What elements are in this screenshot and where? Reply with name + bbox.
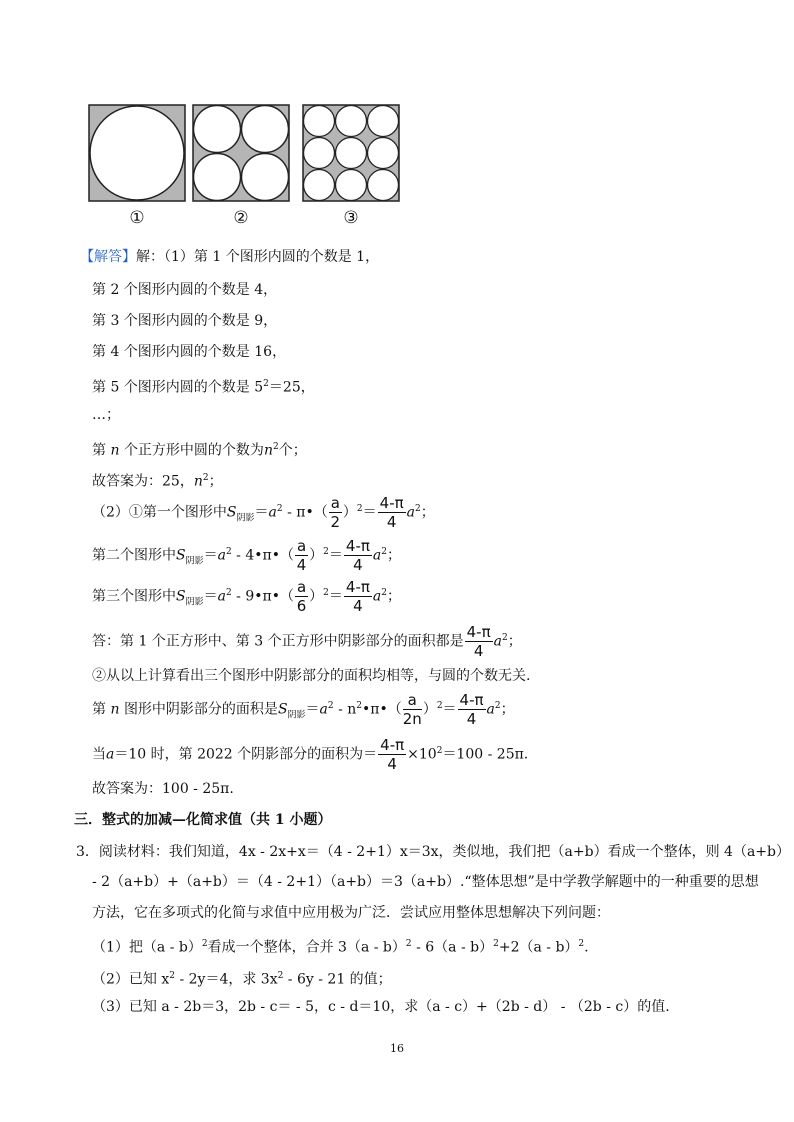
part2-answer <box>92 623 522 660</box>
text: ＝25， <box>268 379 315 396</box>
superscript: 2 <box>323 546 329 557</box>
solution-line-4: 第 4 个图形内圆的个数是 16， <box>92 344 287 360</box>
numerator: a <box>296 578 307 596</box>
superscript: 2 <box>225 587 232 598</box>
text: ＝ <box>203 588 218 605</box>
text: 答：第 1 个正方形中、第 3 个正方形中阴影部分的面积都是 <box>92 633 464 650</box>
figure-2-circle <box>194 154 241 201</box>
fraction <box>378 494 406 531</box>
fraction <box>458 691 486 728</box>
denominator: 2 <box>330 513 341 531</box>
numerator: a <box>330 494 340 512</box>
text: ＝ <box>328 547 343 564</box>
var-a: a <box>217 547 226 564</box>
numerator: a <box>403 691 422 710</box>
text: ＝ <box>254 504 269 521</box>
text: ＝100 - 25π. <box>442 746 529 763</box>
numerator: a <box>296 537 307 555</box>
denominator: 4 <box>353 597 363 615</box>
figure-3-circle <box>368 138 399 169</box>
text: - 6（a - b） <box>411 939 494 956</box>
denominator: 4 <box>353 556 363 574</box>
text: 第三个图形中 <box>92 588 176 605</box>
denominator: 4 <box>386 513 397 531</box>
text: （2）①第一个图形中 <box>92 504 227 521</box>
text: - 2y＝4，求 3x <box>175 971 278 988</box>
var-n: n <box>110 701 120 718</box>
var-a: a <box>372 588 382 605</box>
figure-3-label: ③ <box>343 208 359 228</box>
superscript: 2 <box>356 503 363 514</box>
text: - 4•π•（ <box>231 547 294 564</box>
text: ； <box>420 504 435 521</box>
fraction <box>344 578 372 615</box>
var-S: S <box>226 504 237 521</box>
superscript: 2 <box>493 939 499 949</box>
var-S: S <box>176 588 186 605</box>
superscript: 2 <box>436 745 443 756</box>
figure-3-circle <box>304 138 335 169</box>
part2-line-3 <box>92 578 401 615</box>
figure-3-svg <box>302 104 400 202</box>
numerator: 4-π <box>380 736 405 754</box>
text: 故答案为：25， <box>92 473 194 490</box>
figure-3-circle <box>304 106 335 137</box>
text: ＝ <box>305 701 320 718</box>
text: ） <box>342 504 357 521</box>
text: - 9•π•（ <box>231 588 294 605</box>
question-part-2 <box>92 966 392 990</box>
var-n: n <box>110 442 120 459</box>
figure-3-circle <box>336 106 367 137</box>
solution-line-7 <box>92 437 307 461</box>
text: ＝10 时，第 2022 个阴影部分的面积为＝ <box>114 746 378 763</box>
superscript: 2 <box>381 546 387 557</box>
fraction <box>378 736 406 773</box>
numerator: 4-π <box>466 623 491 641</box>
var-a: a <box>268 504 277 521</box>
text: 看成一个整体，合并 3（a - b） <box>207 939 406 956</box>
subscript: 阴影 <box>185 556 204 567</box>
text: ＝ <box>362 504 377 521</box>
section-heading: 三．整式的加减—化简求值（共 1 小题） <box>74 812 332 828</box>
figure-3-circle <box>368 106 399 137</box>
var-a: a <box>217 588 226 605</box>
numerator: 4-π <box>379 494 404 512</box>
text: （1）把（a - b） <box>92 939 202 956</box>
figure-1-circle <box>90 106 184 200</box>
superscript: 2 <box>225 546 232 557</box>
figure-3-circle <box>336 138 367 169</box>
superscript: 2 <box>415 503 421 514</box>
solution-line-3: 第 3 个图形内圆的个数是 9， <box>92 313 278 329</box>
superscript: 2 <box>201 939 208 949</box>
solution-text: 解：（1）第 1 个图形内圆的个数是 1， <box>136 249 380 265</box>
text: ； <box>208 473 223 490</box>
var-a: a <box>406 504 416 521</box>
superscript: 2 <box>169 971 175 981</box>
text: +2（a - b） <box>498 939 579 956</box>
denominator: 4 <box>473 642 484 660</box>
figure-1 <box>88 104 186 202</box>
text: ） <box>309 547 324 564</box>
var-a: a <box>486 701 495 718</box>
var-a: a <box>372 547 382 564</box>
figure-3 <box>302 104 400 202</box>
superscript: 2 <box>327 700 334 711</box>
superscript: 2 <box>323 587 329 598</box>
text: 图形中阴影部分的面积是 <box>123 701 278 718</box>
text: ； <box>387 588 401 605</box>
figure-2-svg <box>192 104 290 202</box>
numerator: 4-π <box>459 691 484 709</box>
superscript: 2 <box>405 939 412 949</box>
var-S: S <box>277 701 288 718</box>
fraction <box>295 537 308 574</box>
var-a: a <box>106 746 115 763</box>
question-part-3: （3）已知 a - 2b＝3，2b - c＝ - 5，c - d＝10，求（a - c）+（2b - d） - （2b - c）的值. <box>92 999 670 1015</box>
text: 第 <box>92 442 106 459</box>
figure-2-circle <box>194 106 241 153</box>
text: - n <box>333 701 357 718</box>
part2-conclusion: ②从以上计算看出三个图形中阴影部分的面积均相等，与圆的个数无关. <box>92 668 531 684</box>
superscript: 2 <box>356 700 363 711</box>
text: 当 <box>92 746 106 763</box>
solution-line-6: …； <box>92 407 120 423</box>
page-number: 16 <box>390 1042 404 1055</box>
text: 第二个图形中 <box>92 547 176 564</box>
figure-3-circle <box>304 170 335 201</box>
superscript: 2 <box>501 632 508 643</box>
solution-line-2: 第 2 个图形内圆的个数是 4， <box>92 282 278 298</box>
text: ； <box>507 633 522 650</box>
denominator: 4 <box>387 755 397 773</box>
superscript: 2 <box>202 473 209 483</box>
superscript: 2 <box>263 379 269 389</box>
final-answer: 故答案为：100 - 25π. <box>92 781 234 797</box>
text: 第 5 个图形内圆的个数是 5 <box>92 379 264 396</box>
text: •π•（ <box>362 701 402 718</box>
text: （2）已知 x <box>92 971 170 988</box>
numerator: 4-π <box>345 578 370 596</box>
text: ； <box>387 547 401 564</box>
superscript: 2 <box>381 587 387 598</box>
fraction <box>465 623 493 660</box>
text: - 6y - 21 的值； <box>283 971 392 988</box>
question-line-3: 方法，它在多项式的化简与求值中应用极为广泛．尝试应用整体思想解决下列问题： <box>92 905 610 921</box>
solution-tag: 【解答】 <box>80 249 136 265</box>
superscript: 2 <box>578 939 585 949</box>
figure-2-label: ② <box>233 208 249 228</box>
figure-1-label: ① <box>129 208 145 228</box>
var-n: n <box>193 473 203 490</box>
text: . <box>584 939 589 956</box>
fraction <box>329 494 342 531</box>
denominator: 2n <box>402 710 422 728</box>
numerator: 4-π <box>345 537 370 555</box>
figure-2-circle <box>242 106 289 153</box>
text: 个； <box>278 442 307 459</box>
var-S: S <box>176 547 186 564</box>
text: ） <box>422 701 437 718</box>
question-line-1: 3．阅读材料：我们知道，4x - 2x+x＝（4 - 2+1）x＝3x，类似地，我们把（a+b）看成一个整体，则 4（a+b） <box>76 844 790 860</box>
fraction <box>403 691 422 728</box>
question-line-2: - 2（a+b）+（a+b）＝（4 - 2+1）（a+b）＝3（a+b）.“整体思想”是中学教学解题中的一种重要的思想 <box>92 874 759 890</box>
superscript: 2 <box>277 971 284 981</box>
figure-2-circle <box>242 154 289 201</box>
denominator: 6 <box>296 597 307 615</box>
text: ＝ <box>328 588 343 605</box>
fraction <box>295 578 308 615</box>
var-a: a <box>319 701 328 718</box>
var-n: n <box>263 442 273 459</box>
text: ＝ <box>203 547 218 564</box>
subscript: 阴影 <box>185 597 204 608</box>
text: ； <box>500 701 515 718</box>
fraction <box>344 537 372 574</box>
superscript: 2 <box>272 442 279 452</box>
text: 个正方形中圆的个数为 <box>123 442 264 459</box>
part2-line-2 <box>92 537 401 574</box>
subscript: 阴影 <box>287 710 306 721</box>
part2-line-1 <box>92 494 435 531</box>
figure-3-circle <box>336 170 367 201</box>
superscript: 2 <box>276 503 283 514</box>
text: ＝ <box>442 701 457 718</box>
figure-row <box>88 104 408 234</box>
solution-line-5 <box>92 374 315 398</box>
text: 第 <box>92 701 106 718</box>
solution-line-1 <box>80 247 379 267</box>
figure-1-svg <box>88 104 186 202</box>
denominator: 4 <box>296 556 307 574</box>
part2-nth <box>92 691 515 728</box>
text: ×10 <box>407 746 437 763</box>
figure-3-circle <box>368 170 399 201</box>
superscript: 2 <box>436 700 443 711</box>
superscript: 2 <box>494 700 501 711</box>
text: ） <box>309 588 324 605</box>
question-part-1 <box>92 934 589 958</box>
text: - π•（ <box>282 504 328 521</box>
solution-line-8 <box>92 468 223 492</box>
figure-2 <box>192 104 290 202</box>
denominator: 4 <box>466 710 477 728</box>
var-a: a <box>493 633 502 650</box>
subscript: 阴影 <box>236 513 255 524</box>
part2-when <box>92 736 528 773</box>
